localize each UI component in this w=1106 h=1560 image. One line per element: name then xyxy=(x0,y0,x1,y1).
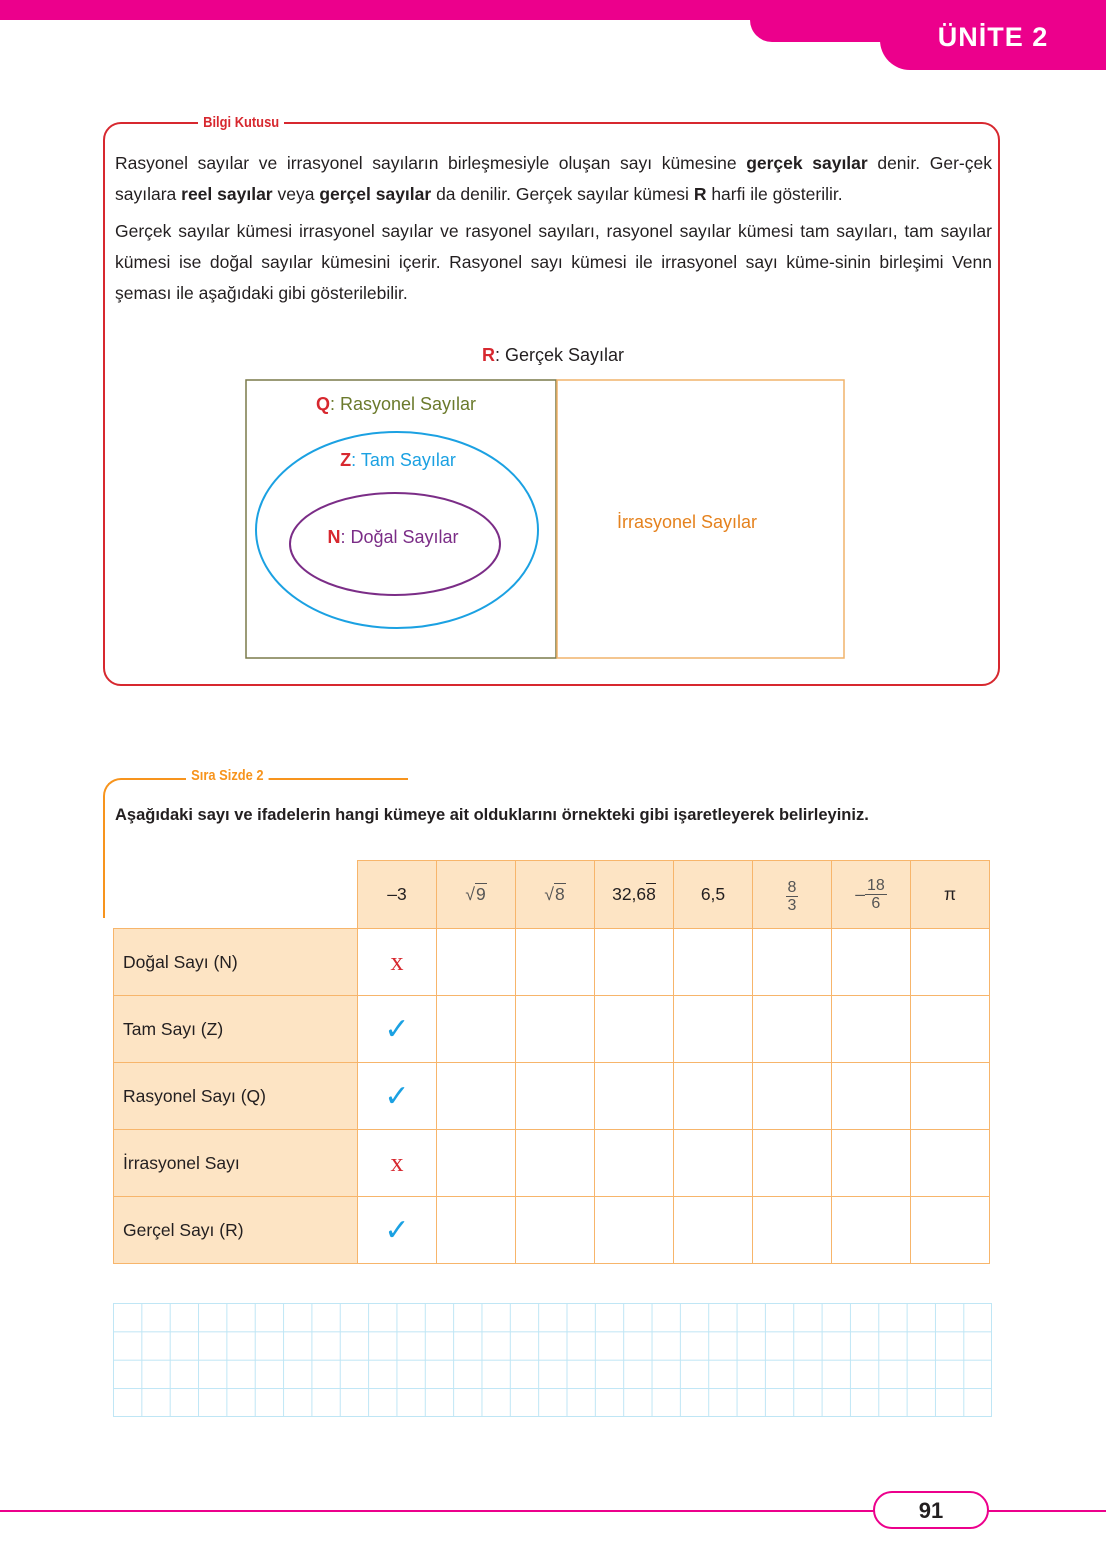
answer-cell xyxy=(437,1197,516,1264)
answer-cell xyxy=(753,996,832,1063)
table-row xyxy=(114,1130,990,1197)
venn-q-label: Q: Rasyonel Sayılar xyxy=(315,394,477,414)
term-gercel-sayilar: gerçel sayılar xyxy=(319,184,432,204)
sira-sizde-label: Sıra Sizde 2 xyxy=(186,767,269,784)
row-label: Tam Sayı (Z) xyxy=(114,996,358,1063)
answer-cell xyxy=(674,1130,753,1197)
term-r: R xyxy=(693,184,707,204)
answer-cell xyxy=(832,1130,911,1197)
venn-r-title: R: Gerçek Sayılar xyxy=(481,345,625,365)
col-pi: π xyxy=(911,861,990,929)
row-label: Doğal Sayı (N) xyxy=(114,929,358,996)
answer-cell xyxy=(753,929,832,996)
answer-cell xyxy=(832,1197,911,1264)
answer-cell xyxy=(911,1197,990,1264)
answer-cell xyxy=(911,1130,990,1197)
answer-cell xyxy=(674,1063,753,1130)
answer-cell xyxy=(358,996,437,1063)
check-mark-icon: ✓ xyxy=(384,1012,410,1046)
answer-cell xyxy=(674,1197,753,1264)
answer-cell xyxy=(358,1063,437,1130)
col-sqrt-9: √9 xyxy=(437,861,516,929)
venn-n-label: N: Doğal Sayılar xyxy=(327,527,459,547)
check-mark-icon: ✓ xyxy=(384,1079,410,1113)
term-reel-sayilar: reel sayılar xyxy=(181,184,273,204)
check-mark-icon: ✓ xyxy=(384,1213,410,1247)
answer-cell xyxy=(674,929,753,996)
table-row xyxy=(114,1197,990,1264)
answer-cell xyxy=(516,1197,595,1264)
unit-title: ÜNİTE 2 xyxy=(937,22,1049,52)
col-fraction-8-3: $\frac{8}{3}$ xyxy=(753,861,832,929)
venn-diagram xyxy=(0,0,1106,700)
col-sqrt-8: √8 xyxy=(516,861,595,929)
venn-z-label: Z: Tam Sayılar xyxy=(340,450,456,470)
sira-sizde-instruction: Aşağıdaki sayı ve ifadelerin hangi kümeye ait olduklarını örnekteki gibi işaretleyerek belirleyiniz. xyxy=(115,806,869,824)
info-box-label: Bilgi Kutusu xyxy=(198,114,284,131)
answer-cell xyxy=(595,996,674,1063)
classification-table xyxy=(113,860,990,1264)
cross-mark-icon: x xyxy=(390,947,404,976)
answer-cell xyxy=(516,1063,595,1130)
answer-cell xyxy=(832,929,911,996)
answer-cell xyxy=(753,1197,832,1264)
venn-irrational-label: İrrasyonel Sayılar xyxy=(616,512,758,532)
answer-cell xyxy=(516,1130,595,1197)
table-header-row xyxy=(114,861,990,929)
answer-cell xyxy=(516,929,595,996)
answer-cell xyxy=(437,996,516,1063)
table-corner xyxy=(114,861,358,929)
row-label: Gerçel Sayı (R) xyxy=(114,1197,358,1264)
info-paragraph-1: Rasyonel sayılar ve irrasyonel sayıların birleşmesiyle oluşan sayı kümesine gerçek sayılar denir. Ger-çek sayılara reel sayılar veya gerçel sayılar da denilir. Gerçek sayılar kümesi R harfi ile gösterilir. xyxy=(115,153,992,204)
answer-cell xyxy=(358,1130,437,1197)
answer-cell xyxy=(674,996,753,1063)
col-fraction-neg-18-6: – $\frac{18}{6}$ xyxy=(832,861,911,929)
answer-cell xyxy=(358,929,437,996)
col-6-5: 6,5 xyxy=(674,861,753,929)
cross-mark-icon: x xyxy=(390,1148,404,1177)
answer-cell xyxy=(753,1130,832,1197)
answer-cell xyxy=(595,929,674,996)
grid-paper-area xyxy=(113,1303,992,1417)
answer-cell xyxy=(832,1063,911,1130)
col-minus-3: –3 xyxy=(358,861,437,929)
answer-cell xyxy=(437,1063,516,1130)
row-label: İrrasyonel Sayı xyxy=(114,1130,358,1197)
answer-cell xyxy=(911,929,990,996)
table-row xyxy=(114,996,990,1063)
answer-cell xyxy=(437,1130,516,1197)
answer-cell xyxy=(516,996,595,1063)
answer-cell xyxy=(832,996,911,1063)
page-number: 91 xyxy=(918,1498,944,1523)
table-row xyxy=(114,1063,990,1130)
col-repeating-decimal: 32,68 xyxy=(595,861,674,929)
answer-cell xyxy=(911,996,990,1063)
answer-cell xyxy=(437,929,516,996)
answer-cell xyxy=(595,1130,674,1197)
answer-cell xyxy=(595,1197,674,1264)
answer-cell xyxy=(358,1197,437,1264)
info-paragraph-2: Gerçek sayılar kümesi irrasyonel sayılar ve rasyonel sayıları, rasyonel sayılar kümesi tam sayıları, tam sayılar kümesi ise doğal sayılar kümesini içerir. Rasyonel sayı kümesi ile irrasyonel sayı küme-sinin birleşimi Venn şeması ile aşağıdaki gibi gösterilebilir. xyxy=(115,221,992,303)
answer-cell xyxy=(753,1063,832,1130)
term-gercek-sayilar: gerçek sayılar xyxy=(746,153,868,173)
row-label: Rasyonel Sayı (Q) xyxy=(114,1063,358,1130)
rational-set-box xyxy=(246,380,556,658)
answer-cell xyxy=(595,1063,674,1130)
table-row xyxy=(114,929,990,996)
answer-cell xyxy=(911,1063,990,1130)
